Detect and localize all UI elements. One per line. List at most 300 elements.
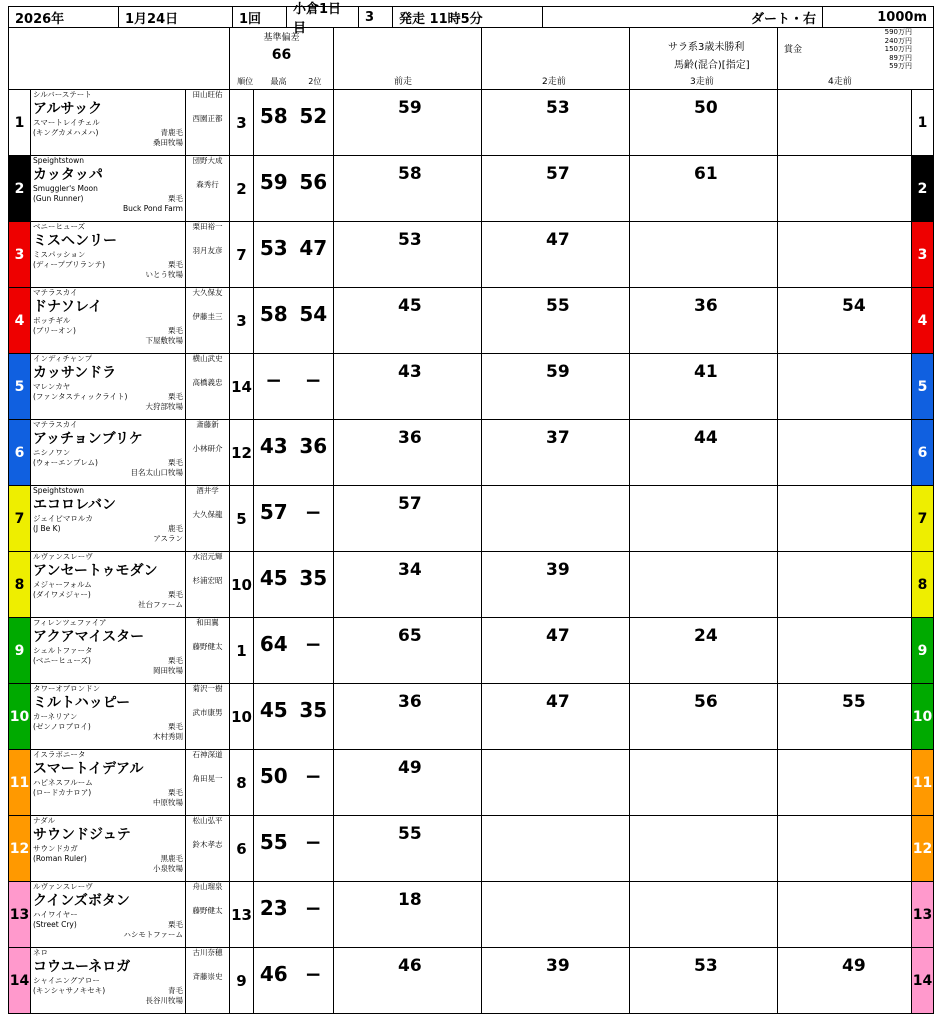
trainer: 高橋義忠 — [192, 377, 223, 387]
horse-number: 10 — [9, 684, 31, 749]
trainer: 斉藤崇史 — [192, 971, 223, 981]
race-p1 — [334, 552, 482, 617]
horse-number-right: 3 — [911, 222, 933, 287]
condition-1: サラ系3歳未勝利 — [668, 42, 745, 53]
trainer: 大久保龍 — [192, 509, 223, 519]
race-p3-index: 53 — [694, 956, 718, 976]
jockey-trainer — [186, 156, 230, 221]
race-p3 — [630, 948, 778, 1013]
race-p2-index: 37 — [546, 428, 570, 448]
index-value: 66 — [271, 47, 292, 63]
race-p1 — [334, 486, 482, 551]
owner: ハシモトファーム — [123, 930, 183, 939]
sire: タワーオブロンドン — [33, 684, 101, 693]
dam: ジェイビマロルカ — [33, 514, 93, 523]
horse-number-right: 2 — [911, 156, 933, 221]
jockey: 田山旺佑 — [192, 90, 223, 99]
jockey: 古川奈穂 — [192, 948, 223, 957]
race-p4-index: 49 — [842, 956, 866, 976]
owner: 岡田牧場 — [153, 666, 183, 675]
rank: 7 — [230, 222, 254, 287]
sire: Speightstown — [33, 486, 84, 495]
race-p2-index: 47 — [546, 692, 570, 712]
horse-info — [31, 486, 186, 551]
prize-2: 240万円 — [884, 36, 912, 45]
col-rank: 順位 — [237, 77, 254, 86]
race-p1-index: 36 — [398, 692, 422, 712]
coat-color: 栗毛 — [168, 194, 183, 203]
jockey: 石神深道 — [192, 750, 223, 759]
index-label: 基準偏差 — [263, 33, 300, 43]
sire: イスラボニータ — [33, 750, 86, 759]
damsire: (ベニーヒューズ) — [33, 656, 91, 665]
dam: メジャーフォルム — [33, 580, 92, 589]
jockey-trainer — [186, 948, 230, 1013]
year: 2026年 — [9, 7, 119, 27]
col-prev3: 3走前 — [690, 77, 714, 87]
horse-info — [31, 288, 186, 353]
dam: シャイニングアロー — [33, 976, 100, 985]
rank: 14 — [230, 354, 254, 419]
trainer: 角田晃一 — [192, 773, 223, 783]
horse-info — [31, 552, 186, 617]
horse-name: ミルトハッピー — [33, 695, 131, 711]
horse-info — [31, 420, 186, 485]
second-index: 54 — [299, 302, 328, 326]
horse-row — [8, 618, 934, 684]
horse-name: スマートイデアル — [33, 761, 144, 777]
horse-row — [8, 90, 934, 156]
sire: マテラスカイ — [33, 420, 78, 429]
horse-info — [31, 882, 186, 947]
best-index: 58 — [259, 302, 288, 326]
sire: ルヴァンスレーヴ — [33, 552, 93, 561]
horse-name: カッタッパ — [33, 167, 103, 183]
horse-name: アッチョンブリケ — [33, 431, 143, 447]
horse-number-right: 7 — [911, 486, 933, 551]
damsire: (ウォーエンブレム) — [33, 458, 98, 467]
race-p1 — [334, 948, 482, 1013]
coat-color: 栗毛 — [168, 458, 183, 467]
second-index: 56 — [299, 170, 328, 194]
horse-number: 7 — [9, 486, 31, 551]
dam: ミスパッション — [33, 250, 86, 259]
trainer: 鈴木孝志 — [192, 839, 223, 849]
race-p1-index: 49 — [398, 758, 422, 778]
sire: Speightstown — [33, 156, 84, 165]
prize-4: 89万円 — [889, 53, 912, 62]
race-p2-index: 53 — [546, 98, 570, 118]
race-p3-index: 56 — [694, 692, 718, 712]
best-index: 53 — [259, 236, 288, 260]
race-p2 — [482, 420, 630, 485]
best-index: 58 — [259, 104, 288, 128]
race-p2 — [482, 552, 630, 617]
jockey: 水沼元輝 — [192, 552, 223, 561]
jockey-trainer — [186, 882, 230, 947]
index-cell — [254, 222, 334, 287]
second-index: − — [304, 896, 322, 920]
horse-row — [8, 684, 934, 750]
race-p1 — [334, 816, 482, 881]
jockey: 酒井学 — [196, 486, 219, 495]
second-index: − — [304, 830, 322, 854]
horse-number: 2 — [9, 156, 31, 221]
race-p2-index: 47 — [546, 626, 570, 646]
trainer: 伊藤圭三 — [192, 311, 223, 321]
horse-number-right: 4 — [911, 288, 933, 353]
race-p1 — [334, 618, 482, 683]
race-p1 — [334, 354, 482, 419]
damsire: (J Be K) — [33, 524, 61, 533]
race-p1 — [334, 750, 482, 815]
horse-number: 4 — [9, 288, 31, 353]
index-cell — [254, 750, 334, 815]
kai: 1回 — [233, 7, 287, 27]
horse-number-right: 6 — [911, 420, 933, 485]
race-p1 — [334, 222, 482, 287]
second-index: − — [304, 632, 322, 656]
horse-name: ドナソレイ — [33, 299, 103, 315]
horse-number-right: 5 — [911, 354, 933, 419]
jockey-trainer — [186, 618, 230, 683]
sire: シルバーステート — [33, 90, 92, 99]
best-index: 50 — [259, 764, 288, 788]
index-cell — [254, 618, 334, 683]
horse-name: カッサンドラ — [33, 365, 117, 381]
trainer: 羽月友彦 — [192, 245, 223, 255]
race-p2 — [482, 882, 630, 947]
rank: 3 — [230, 90, 254, 155]
race-p2 — [482, 684, 630, 749]
rank: 10 — [230, 552, 254, 617]
index-cell — [254, 288, 334, 353]
owner: 社台ファーム — [138, 600, 183, 609]
race-p1-index: 65 — [398, 626, 422, 646]
race-p1 — [334, 882, 482, 947]
race-p3-index: 41 — [694, 362, 718, 382]
race-p3-index: 24 — [694, 626, 718, 646]
col-second: 2位 — [308, 77, 322, 86]
best-index: 43 — [259, 434, 288, 458]
sire: ルヴァンスレーヴ — [33, 882, 93, 891]
horse-name: サウンドジュテ — [33, 827, 131, 843]
track: ダート・右 — [543, 7, 823, 27]
start-time: 発走 11時5分 — [393, 7, 543, 27]
race-p3 — [630, 882, 778, 947]
owner: 目名太山口牧場 — [130, 468, 183, 477]
rank: 8 — [230, 750, 254, 815]
horse-number: 8 — [9, 552, 31, 617]
owner: 木村秀則 — [153, 732, 183, 741]
race-p4-index: 54 — [842, 296, 866, 316]
dam: ボッチギル — [33, 316, 71, 325]
sire: フィレンツェファイア — [33, 618, 107, 627]
jockey-trainer — [186, 816, 230, 881]
race-p2 — [482, 486, 630, 551]
prize-5: 59万円 — [889, 62, 912, 70]
horse-name: エコロレバン — [33, 497, 117, 513]
horse-info — [31, 90, 186, 155]
col-prev4: 4走前 — [828, 77, 852, 87]
horse-number: 14 — [9, 948, 31, 1013]
index-cell — [254, 486, 334, 551]
race-p2-index: 57 — [546, 164, 570, 184]
trainer: 森秀行 — [196, 179, 219, 189]
race-p2 — [482, 948, 630, 1013]
horse-row — [8, 156, 934, 222]
second-index: 36 — [299, 434, 328, 458]
place: 小倉1日目 — [287, 7, 359, 27]
race-p2 — [482, 156, 630, 221]
owner: 小泉牧場 — [153, 864, 183, 873]
trainer: 小林研介 — [192, 443, 223, 453]
race-p1 — [334, 684, 482, 749]
index-cell — [254, 948, 334, 1013]
rank: 2 — [230, 156, 254, 221]
horse-row — [8, 288, 934, 354]
race-p3 — [630, 486, 778, 551]
horse-name: アクアマイスター — [33, 629, 145, 645]
sire: ベニーヒューズ — [33, 222, 86, 231]
coat-color: 栗毛 — [168, 722, 183, 731]
horse-number-right: 9 — [911, 618, 933, 683]
race-p1-index: 45 — [398, 296, 422, 316]
sire: ネロ — [33, 948, 48, 957]
column-header — [8, 28, 934, 90]
col-prev2: 2走前 — [542, 77, 566, 87]
damsire: (キングカメハメハ) — [33, 128, 99, 137]
owner: 下屋敷牧場 — [145, 336, 183, 345]
race-p3-index: 50 — [694, 98, 718, 118]
race-p4-index: 55 — [842, 692, 866, 712]
jockey-trainer — [186, 750, 230, 815]
jockey-trainer — [186, 486, 230, 551]
second-index: 47 — [299, 236, 328, 260]
race-p1-index: 43 — [398, 362, 422, 382]
rank: 13 — [230, 882, 254, 947]
race-p2-index: 59 — [546, 362, 570, 382]
horse-list — [8, 90, 934, 1014]
damsire: (ゼンノロブロイ) — [33, 722, 91, 731]
trainer: 藤野健太 — [192, 641, 223, 651]
horse-info — [31, 618, 186, 683]
coat-color: 青毛 — [168, 986, 183, 995]
horse-number: 5 — [9, 354, 31, 419]
horse-row — [8, 882, 934, 948]
race-p3 — [630, 684, 778, 749]
horse-info — [31, 156, 186, 221]
dam: ニシノワン — [33, 448, 71, 457]
coat-color: 栗毛 — [168, 788, 183, 797]
best-index: 45 — [259, 698, 288, 722]
dam: ハピネスフルーム — [33, 778, 93, 787]
damsire: (ブリーオン) — [33, 326, 76, 335]
second-index: − — [304, 368, 322, 392]
coat-color: 栗毛 — [168, 392, 183, 401]
horse-row — [8, 420, 934, 486]
race-p3 — [630, 420, 778, 485]
sire: ナダル — [33, 816, 56, 825]
trainer: 西園正都 — [192, 113, 223, 123]
damsire: (Street Cry) — [33, 920, 77, 929]
horse-number-right: 12 — [911, 816, 933, 881]
race-p3 — [630, 552, 778, 617]
race-p1-index: 18 — [398, 890, 422, 910]
race-p2-index: 39 — [546, 956, 570, 976]
horse-name: アンセートゥモダン — [33, 563, 158, 579]
dam: シェルトファータ — [33, 646, 93, 655]
race-date: 1月24日 — [119, 7, 233, 27]
trainer: 杉浦宏昭 — [192, 575, 223, 585]
race-p2 — [482, 750, 630, 815]
race-p2 — [482, 816, 630, 881]
race-p3-index: 44 — [694, 428, 718, 448]
owner: 長谷川牧場 — [145, 996, 183, 1005]
trainer: 藤野健太 — [192, 905, 223, 915]
jockey: 菊沢一樹 — [192, 684, 223, 693]
race-p2 — [482, 618, 630, 683]
dam: Smuggler's Moon — [33, 184, 98, 193]
prize-1: 590万円 — [884, 28, 912, 36]
second-index: 35 — [299, 698, 328, 722]
race-p1 — [334, 156, 482, 221]
horse-number: 13 — [9, 882, 31, 947]
race-p2-index: 55 — [546, 296, 570, 316]
race-p1-index: 46 — [398, 956, 422, 976]
jockey: 松山弘平 — [192, 816, 223, 825]
best-index: 46 — [259, 962, 288, 986]
race-p1-index: 36 — [398, 428, 422, 448]
race-p2-index: 47 — [546, 230, 570, 250]
trainer: 武市康男 — [192, 707, 223, 717]
best-index: 55 — [259, 830, 288, 854]
distance: 1000m — [877, 9, 927, 25]
jockey: 団野大成 — [192, 156, 223, 165]
jockey-trainer — [186, 90, 230, 155]
dam: ハイワイヤー — [33, 910, 78, 919]
index-cell — [254, 156, 334, 221]
race-p2 — [482, 288, 630, 353]
dam: スマートレイチェル — [33, 118, 100, 127]
race-p1-index: 34 — [398, 560, 422, 580]
horse-info — [31, 222, 186, 287]
index-cell — [254, 552, 334, 617]
race-p3 — [630, 156, 778, 221]
horse-name: ミスヘンリー — [33, 233, 117, 249]
horse-number-right: 1 — [911, 90, 933, 155]
race-p1-index: 59 — [398, 98, 422, 118]
rank: 1 — [230, 618, 254, 683]
index-cell — [254, 882, 334, 947]
damsire: (Roman Ruler) — [33, 854, 87, 863]
jockey-trainer — [186, 222, 230, 287]
race-p3 — [630, 222, 778, 287]
index-cell — [254, 420, 334, 485]
index-cell — [254, 90, 334, 155]
sire: インディチャンプ — [33, 354, 93, 363]
owner: 中原牧場 — [153, 798, 183, 807]
horse-number: 12 — [9, 816, 31, 881]
coat-color: 栗毛 — [168, 260, 183, 269]
damsire: (Gun Runner) — [33, 194, 84, 203]
horse-info — [31, 354, 186, 419]
owner: Buck Pond Farm — [123, 204, 183, 213]
coat-color: 黒鹿毛 — [160, 854, 183, 863]
horse-number-right: 10 — [911, 684, 933, 749]
damsire: (ロードカナロア) — [33, 788, 92, 797]
race-number: 3 — [359, 7, 393, 27]
race-p2 — [482, 222, 630, 287]
jockey-trainer — [186, 288, 230, 353]
horse-row — [8, 750, 934, 816]
damsire: (ディープブリランテ) — [33, 260, 106, 269]
damsire: (ファンタスティックライト) — [33, 392, 128, 401]
best-index: 64 — [259, 632, 288, 656]
rank: 10 — [230, 684, 254, 749]
race-p3-index: 61 — [694, 164, 718, 184]
horse-name: クインズボタン — [33, 893, 130, 909]
best-index: − — [265, 368, 283, 392]
best-index: 45 — [259, 566, 288, 590]
coat-color: 栗毛 — [168, 326, 183, 335]
race-p3 — [630, 750, 778, 815]
rank: 12 — [230, 420, 254, 485]
col-best: 最高 — [270, 77, 287, 86]
race-p1-index: 58 — [398, 164, 422, 184]
col-prev: 前走 — [394, 77, 413, 87]
prize-3: 150万円 — [884, 45, 912, 53]
jockey: 舟山瑠泉 — [192, 882, 223, 891]
prize-label: 賞金 — [784, 45, 803, 55]
best-index: 59 — [259, 170, 288, 194]
jockey-trainer — [186, 552, 230, 617]
horse-number-right: 13 — [911, 882, 933, 947]
horse-number: 6 — [9, 420, 31, 485]
condition-2: 馬齢(混合)[指定] — [674, 60, 750, 71]
owner: いとう牧場 — [145, 270, 183, 279]
race-p3 — [630, 816, 778, 881]
second-index: 35 — [299, 566, 328, 590]
horse-row — [8, 948, 934, 1014]
horse-row — [8, 222, 934, 288]
second-index: 52 — [299, 104, 328, 128]
jockey: 大久保友 — [192, 288, 223, 297]
best-index: 23 — [259, 896, 288, 920]
race-p1 — [334, 288, 482, 353]
jockey-trainer — [186, 354, 230, 419]
race-p1 — [334, 420, 482, 485]
horse-number-right: 11 — [911, 750, 933, 815]
race-p1-index: 55 — [398, 824, 422, 844]
race-p2 — [482, 90, 630, 155]
horse-row — [8, 552, 934, 618]
horse-info — [31, 948, 186, 1013]
damsire: (ダイワメジャー) — [33, 590, 91, 599]
coat-color: 栗毛 — [168, 590, 183, 599]
second-index: − — [304, 962, 322, 986]
rank: 9 — [230, 948, 254, 1013]
horse-info — [31, 684, 186, 749]
coat-color: 青鹿毛 — [160, 128, 183, 137]
horse-row — [8, 354, 934, 420]
horse-number: 11 — [9, 750, 31, 815]
rank: 3 — [230, 288, 254, 353]
second-index: − — [304, 500, 322, 524]
dam: カーネリアン — [33, 712, 78, 721]
horse-number: 9 — [9, 618, 31, 683]
jockey: 栗田裕一 — [192, 222, 223, 231]
